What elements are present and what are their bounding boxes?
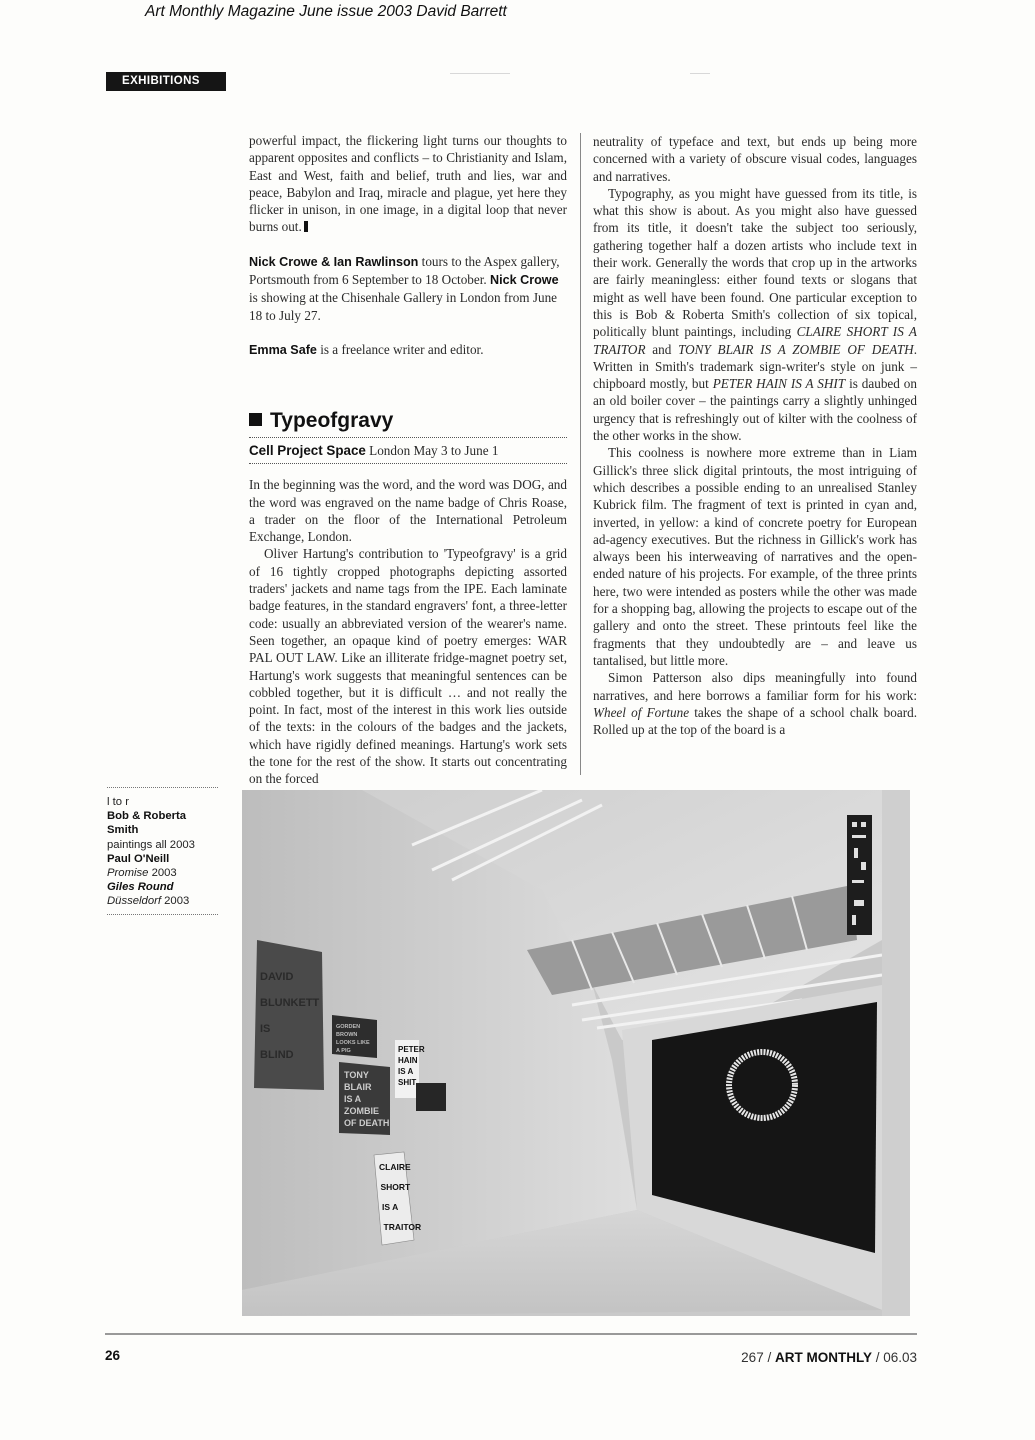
sign-text-line: TONY [344, 1070, 369, 1080]
sign-text-line: BLAIR [344, 1082, 372, 1092]
author-note: Emma Safe is a freelance writer and editor. [249, 341, 484, 357]
review-paragraph: Simon Patterson also dips meaningfully into found narratives, and here borrows a familiar form for his work: Wheel of Fortune takes the shape of a school chalk board. Rolled up at the top of the board is a [593, 670, 917, 738]
square-bullet-icon [249, 413, 262, 426]
review-paragraph: neutrality of typeface and text, but ends up being more concerned with a variety of obscure visual codes, languages and narratives. [593, 134, 917, 184]
hanging-artwork-dusseldorf [847, 815, 872, 935]
installation-photograph [242, 790, 910, 1316]
sign-text-line: IS A [382, 1202, 399, 1212]
gallery-photo-svg [242, 790, 910, 1316]
review-paragraph: Typography, as you might have guessed from its title, is what this show is about. As you might also have guessed from its title, it doesn't take the subject too seriously, gathering together half a dozen artists who include text in their work. Generally the words that crop up in the artworks are fairly meaningless: either found texts or slogans that might as well have been found. One particular exception to this is Bob & Roberta Smith's collection of six topical, politically blunt paintings, including CLAIRE SHORT IS A TRAITOR and TONY BLAIR IS A ZOMBIE OF DEATH. Written in Smith's trademark sign-writer's style on junk – chipboard mostly, but PETER HAIN IS A SHIT is daubed on an old boiler cover – the paintings carry a slightly unhinged urgency that is refreshingly out of kilter with the coolness of the other works in the show. [593, 185, 917, 444]
faint-rule [450, 73, 510, 74]
page-number: 26 [105, 1348, 121, 1363]
document-header-title: Art Monthly Magazine June issue 2003 David Barrett [145, 3, 507, 20]
previous-review-closing: powerful impact, the flickering light turns our thoughts to apparent opposites and conflicts – to Christianity and Islam, East and West, faith and belief, truth and lies, war and peace, Babylon and Iraq, miracle and plague, yet here they flicker in unison, in one image, in a digital loop that never burns out. [249, 133, 567, 235]
review-paragraph: This coolness is nowhere more extreme than in Liam Gillick's three slick digital printouts, the most intriguing of which describes a possible ending to an unrealised Stanley Kubrick film. The fragment of text is printed in cyan and, inverted, in yellow: a kind of concrete poetry for European ad-agency executives. But the richness in Gillick's work has always been his interweaving of narratives and the open-ended nature of his projects. For example, of the three prints here, two were intended as posters while the other was made for a shopping bag, allowing the projects to escape out of the gallery and onto the street. These printouts feel like the fragments that they undoubtedly are – and leave us tantalised, but little more. [593, 445, 917, 668]
sign-text-line: OF DEATH [344, 1118, 390, 1128]
article-column-2 [593, 133, 917, 738]
faint-rule [690, 73, 710, 74]
end-of-article-mark [304, 221, 308, 232]
tour-note: Nick Crowe & Ian Rawlinson tours to the Aspex gallery, Portsmouth from 6 September to 18 October. Nick Crowe is showing at the Chisenhale Gallery in London from June 18 to July 27. [249, 253, 560, 323]
article-column-1 [249, 132, 567, 788]
caption-artist: Bob & Roberta Smith [107, 810, 187, 837]
sign-text-line: BLUNKETT [260, 997, 320, 1009]
dotted-rule [249, 463, 567, 464]
sign-text-line: BLIND [260, 1049, 294, 1061]
sign-text-line: A PIG [336, 1048, 351, 1054]
sign-text-line: CLAIRE [379, 1162, 411, 1172]
sign-text-line: SHIT [398, 1078, 417, 1087]
photo-caption: l to r Bob & Roberta Smith paintings all 2003 Paul O'Neill Promise 2003 Giles Round Düsseldorf 2003 [107, 787, 218, 915]
sign-text-line: SHORT [380, 1182, 411, 1192]
section-tag-exhibitions: EXHIBITIONS [106, 72, 226, 91]
caption-artist: Giles Round [107, 881, 174, 894]
painting-tony-blair [339, 1062, 390, 1135]
review-paragraph: In the beginning was the word, and the word was DOG, and the word was engraved on the name badge of Chris Roase, a trader on the floor of the International Petroleum Exchange, London. [249, 477, 567, 545]
sign-text-line: TRAITOR [383, 1222, 422, 1232]
sign-text-line: GORDEN [336, 1024, 361, 1030]
sign-text-line: IS [260, 1023, 271, 1035]
painting-small-dark [416, 1083, 446, 1111]
caption-artist: Paul O'Neill [107, 852, 170, 865]
review-paragraph: Oliver Hartung's contribution to 'Typeofgravy' is a grid of 16 tightly cropped photographs depicting assorted traders' jackets and name tags from the IPE. Each laminate badge features, in the standard engravers' font, a three-letter code: usually an abbreviated version of the wearer's name. Seen together, an opaque kind of poetry emerges: WAR PAL OUT LAW. Like an illiterate fridge-magnet poetry set, Hartung's work suggests that meaningful sentences can be cobbled together, but it is difficult … and not really the point. In fact, most of the interest in this work lies outside of the texts: in the colours of the badges and the jackets, which have rigidly defined meanings. Hartung's work sets the tone for the rest of the show. It starts out concentrating on the forced [249, 546, 567, 787]
footer-rule [105, 1333, 917, 1335]
pillar [882, 790, 910, 1316]
review-title: Typeofgravy [249, 409, 567, 433]
column-divider [580, 133, 581, 775]
sign-text-line: IS A [344, 1094, 362, 1104]
sign-text-line: IS A [398, 1067, 414, 1076]
painting-david-blunkett [254, 940, 324, 1090]
sign-text-line: LOOKS LIKE [336, 1040, 370, 1046]
folio: 267 / ART MONTHLY / 06.03 [741, 1350, 917, 1365]
review-venue: Cell Project Space London May 3 to June 1 [249, 443, 499, 459]
sign-text-line: ZOMBIE [344, 1106, 379, 1116]
sign-text-line: DAVID [260, 971, 294, 983]
painting-gordon-brown [332, 1015, 377, 1058]
sign-text-line: BROWN [336, 1032, 358, 1038]
sign-text-line: PETER [398, 1045, 425, 1054]
sign-text-line: HAIN [398, 1056, 418, 1065]
